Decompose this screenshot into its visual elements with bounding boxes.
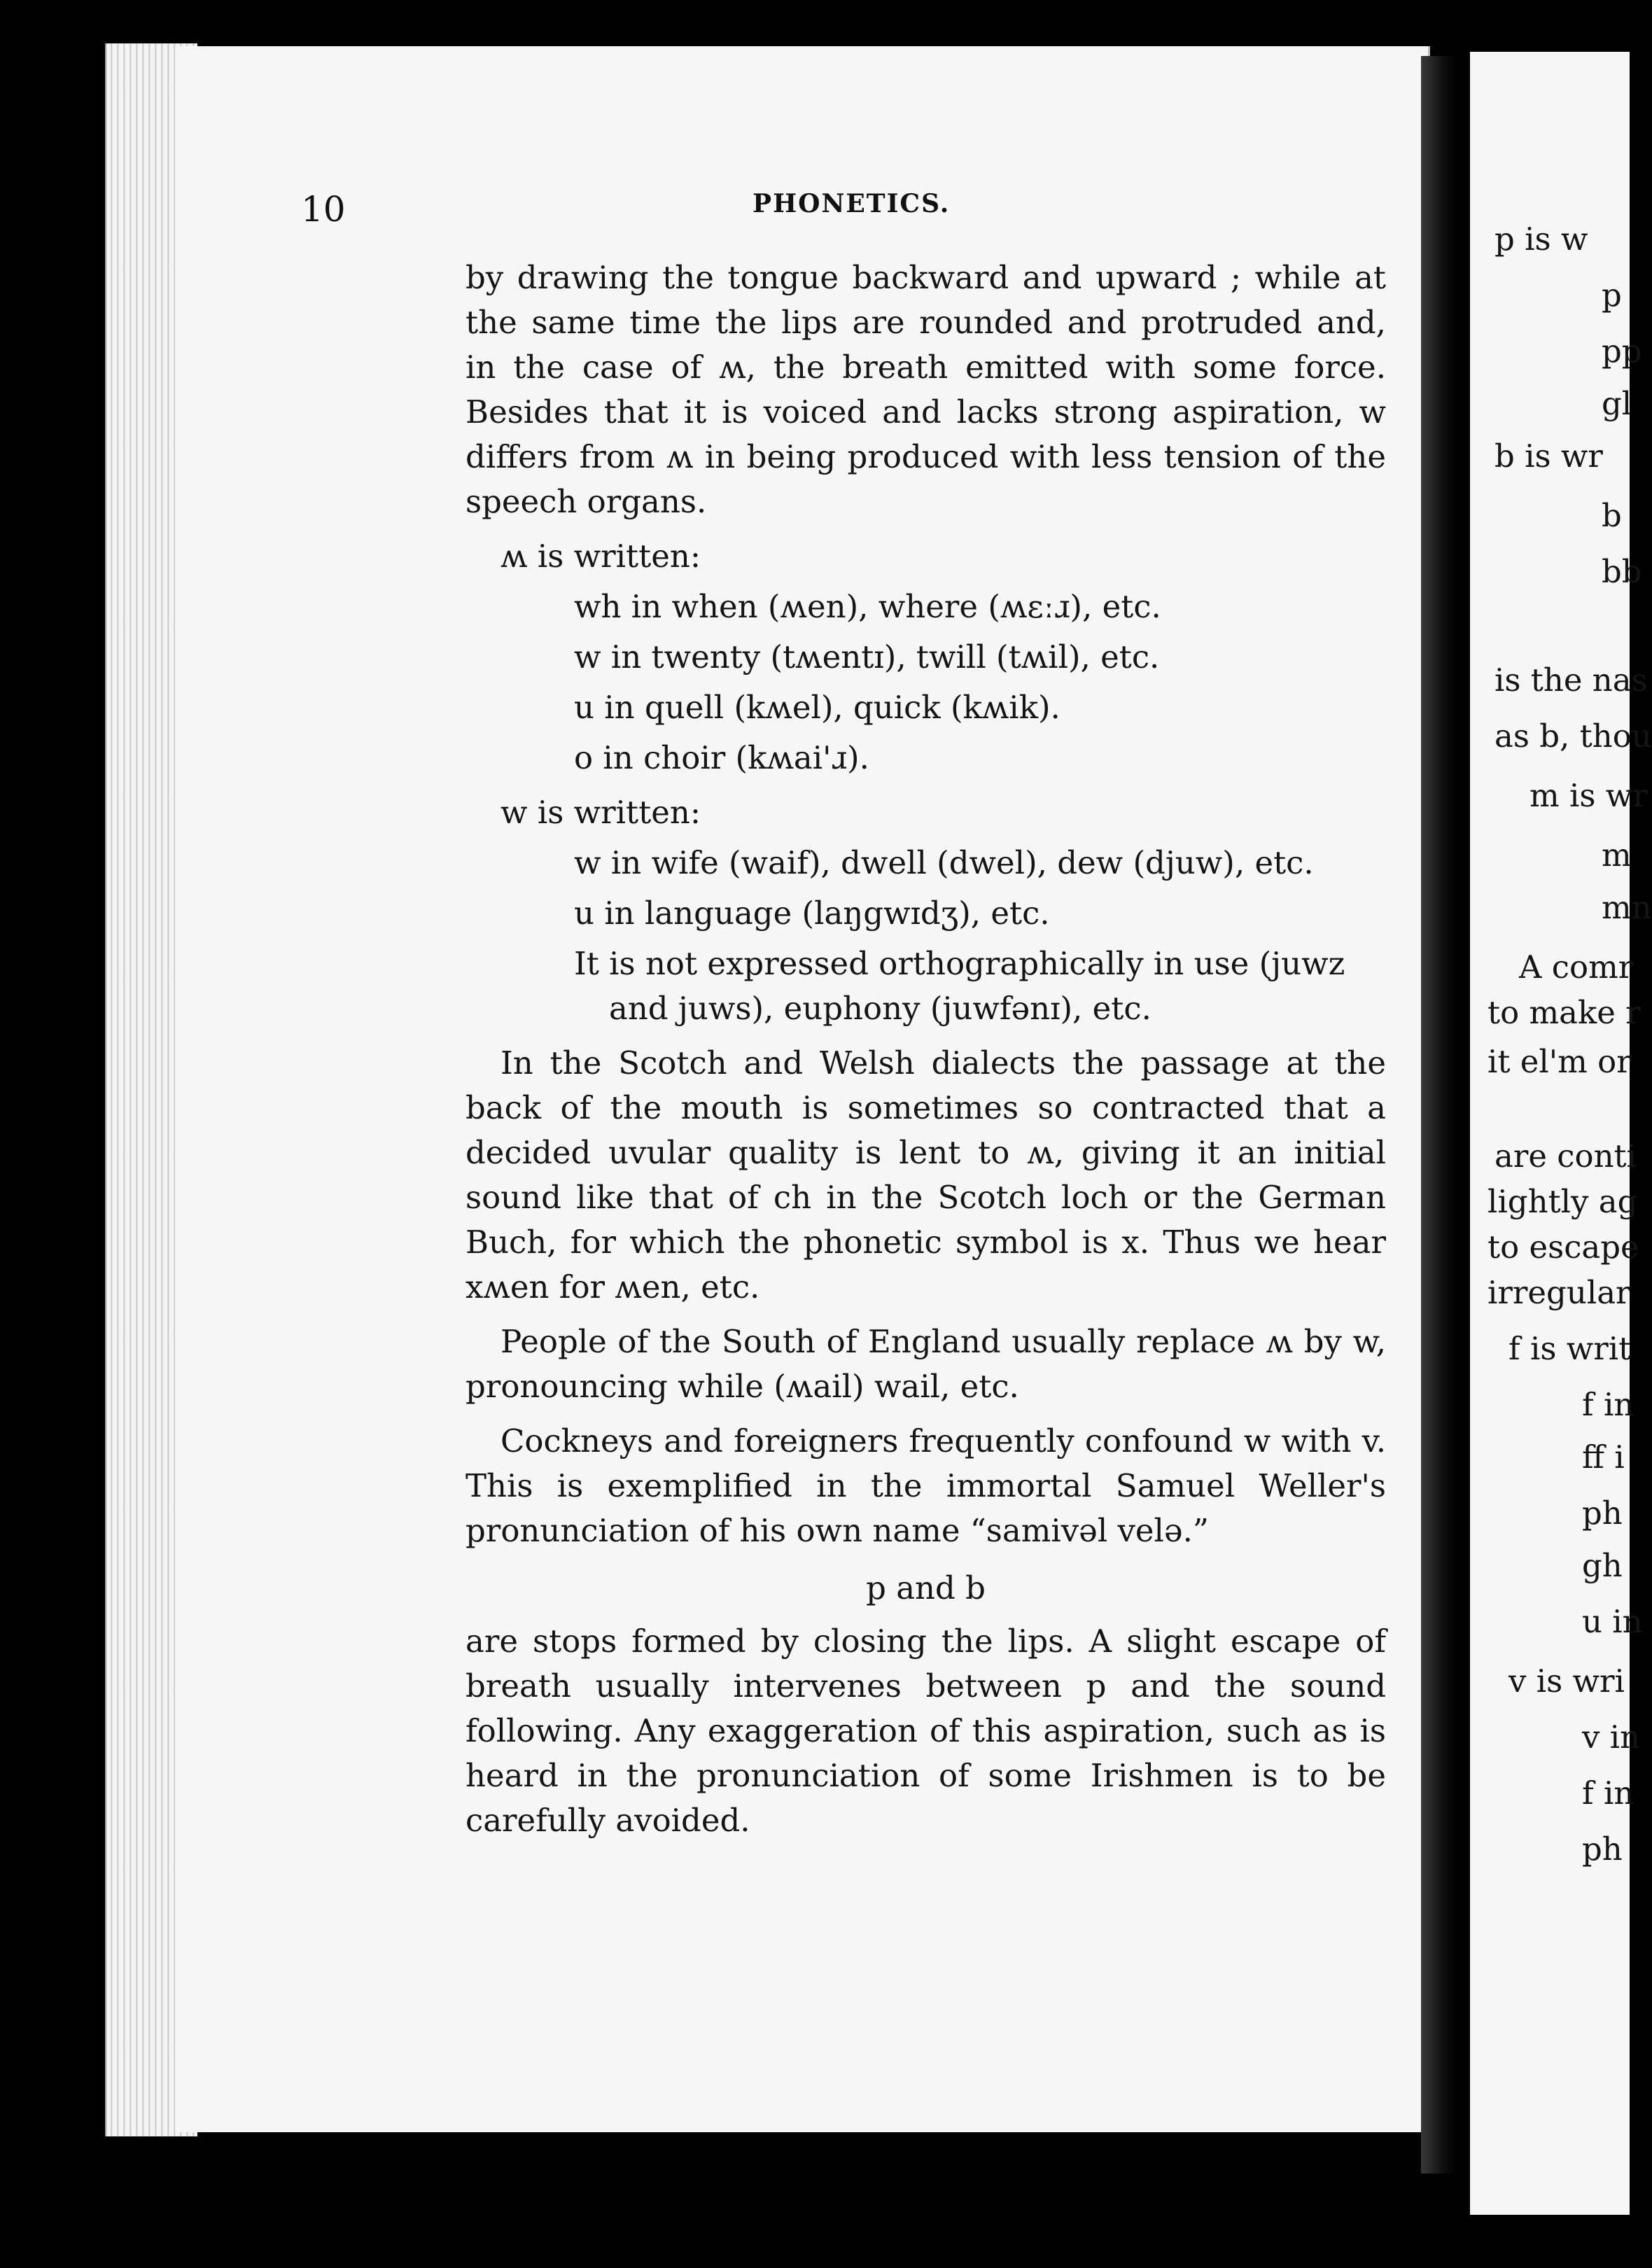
right-page-line: to make r <box>1488 994 1641 1031</box>
right-page-line: are conti <box>1494 1138 1637 1175</box>
right-page-line: b <box>1602 497 1622 534</box>
paragraph-2: In the Scotch and Welsh dialects the passage at the back of the mouth is sometimes so contracted that a decided uvular quality is lent to ʍ, giving it an initial sound like that of ch in the Scotch loch or the German Buch, for which the phonetic symbol is x. Thus we hear xʍen for ʍen, etc. <box>465 1044 1386 1306</box>
right-page-line: it el'm or <box>1488 1043 1632 1080</box>
paragraph-4: Cockneys and foreigners frequently confound w with v. This is exemplified in the immortal Samuel Weller's pronunciation of his own name “samivəl velə.” <box>465 1422 1386 1549</box>
right-page-line: ph <box>1582 1494 1623 1532</box>
right-page-line: as b, thou <box>1494 718 1652 755</box>
right-page-line: lightly ag <box>1488 1183 1638 1220</box>
right-page-line: u in <box>1582 1603 1643 1640</box>
w-written-heading: w is written: <box>500 794 701 831</box>
right-page-line: ff i <box>1582 1438 1625 1476</box>
right-page-line: ph <box>1582 1830 1623 1868</box>
p-and-b-heading: p and b <box>866 1569 986 1606</box>
right-page-line: pp <box>1602 332 1642 370</box>
m-item-4: o in choir (kʍai'ɹ). <box>574 739 869 776</box>
page-number: 10 <box>301 189 346 230</box>
right-page-line: mn <box>1602 889 1652 926</box>
m-item-1: wh in when (ʍen), where (ʍɛːɹ), etc. <box>574 588 1161 625</box>
right-page-line: v in <box>1582 1718 1641 1756</box>
paragraph-3: People of the South of England usually replace ʍ by w, pronouncing while (ʍail) wail, etc. <box>465 1323 1386 1405</box>
paragraph-5: are stops formed by closing the lips. A slight escape of breath usually intervenes between p and the sound following. Any exaggeration of this aspiration, such as is heard in the pronunciation of some Irishmen is to be carefully avoided. <box>465 1623 1386 1839</box>
right-page-line: gl <box>1602 385 1632 422</box>
w-item-2: u in language (laŋgwɪdʒ), etc. <box>574 895 1050 932</box>
book-gutter <box>1421 56 1456 2174</box>
m-item-3: u in quell (kʍel), quick (kʍik). <box>574 689 1060 726</box>
right-page-line: gh <box>1582 1547 1623 1584</box>
right-page-line: f in <box>1582 1386 1634 1423</box>
page-header <box>0 189 1630 231</box>
right-page-line: m <box>1602 836 1632 874</box>
right-page-line: irregular <box>1488 1274 1631 1311</box>
right-page-line: f in <box>1582 1774 1634 1812</box>
right-page-line: bb <box>1602 553 1642 590</box>
paragraph-1: by drawing the tongue backward and upward ; while at the same time the lips are rounded and protruded and, in the case of ʍ, the breath emitted with some force. Besides that it is voiced and lacks strong aspiration, w differs from ʍ in being produced with less tension of the speech organs. <box>465 259 1386 520</box>
w-item-1: w in wife (waif), dwell (dwel), dew (djuw), etc. <box>574 844 1314 881</box>
page-body <box>465 255 1386 1843</box>
right-page-line: is the nas <box>1494 662 1648 699</box>
right-page-line: p <box>1602 276 1622 314</box>
right-page-line: f is writ <box>1508 1330 1632 1367</box>
right-page-line: m is wr <box>1530 777 1648 814</box>
right-page-line: v is wri <box>1508 1662 1625 1700</box>
right-page <box>1470 52 1652 2215</box>
m-item-2: w in twenty (tʍentɪ), twill (tʍil), etc. <box>574 638 1160 676</box>
right-page-line: p is w <box>1494 220 1588 258</box>
m-written-heading: ʍ is written: <box>500 538 701 575</box>
right-page-line: b is wr <box>1494 438 1603 475</box>
right-page-line: to escape <box>1488 1228 1639 1266</box>
w-item-3: It is not expressed orthographically in use (juwz and juws), euphony (juwfənɪ), etc. <box>574 945 1345 1027</box>
running-title: PHONETICS. <box>752 189 951 218</box>
right-page-line: A comr <box>1519 948 1634 986</box>
